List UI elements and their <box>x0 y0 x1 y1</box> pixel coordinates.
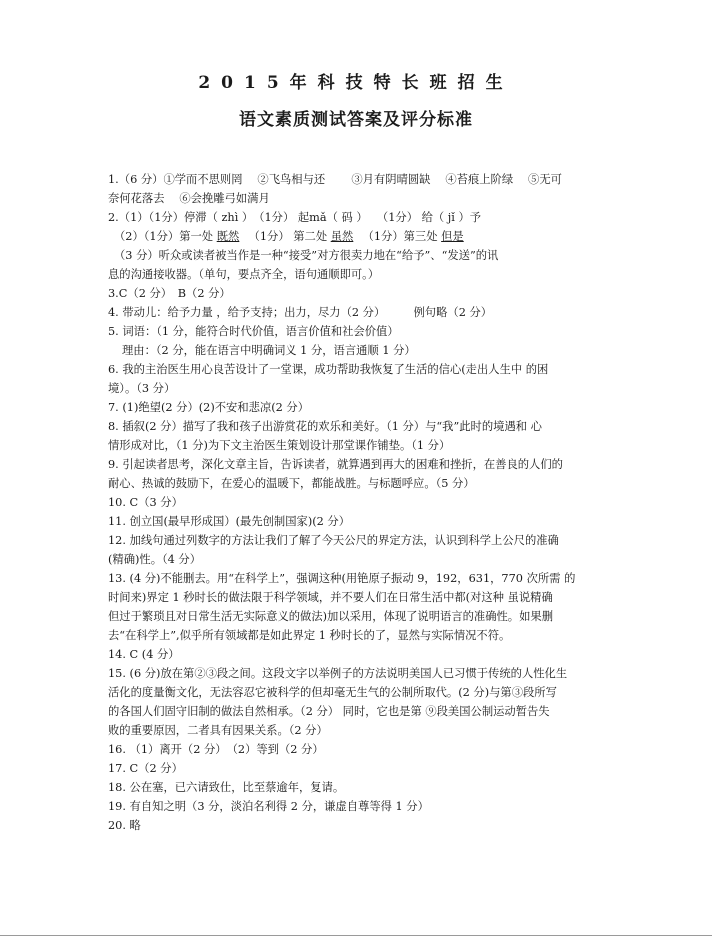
answer-line: 时间来)界定 1 秒时长的做法限于科学领域，并不要人们在日常生活中都(对这种 虽说精确 <box>108 591 553 604</box>
answer-line: 5. 词语：（1 分，能符合时代价值，语言价值和社会价值） <box>108 325 399 338</box>
answer-line: 15. (6 分)放在第②③段之间。这段文字以举例子的方法说明美国人已习惯于传统的人性化生 <box>108 667 568 680</box>
answer-text: （1分）第三处 <box>353 230 442 243</box>
answer-line: 9. 引起读者思考，深化文章主旨，告诉读者，就算遇到再大的困难和挫折，在善良的人们的 <box>108 458 563 471</box>
answer-blank-second: 虽然 <box>330 230 354 243</box>
answer-line: 20. 略 <box>108 819 141 832</box>
answer-line: 16. （1）离开（2 分） （2）等到（2 分） <box>108 743 324 756</box>
answer-line: 情形成对比，（1 分)为下文主治医生策划设计那堂课作铺垫。（1 分） <box>108 439 451 452</box>
answer-text: （2）（1分）第一处 <box>114 230 217 243</box>
answer-line: 境）。（3 分） <box>108 382 176 395</box>
answer-line: 6. 我的主治医生用心良苦设计了一堂课，成功帮助我恢复了生活的信心(走出人生中 的困 <box>108 363 549 376</box>
answer-line: 18. 公在塞，已六请致仕，比至蔡逾年，复请。 <box>108 781 345 794</box>
answer-line-2-2 <box>108 227 608 246</box>
answer-line: 4. 带动儿：给予力量 ，给予支持；出力，尽力（2 分） 例句略（2 分） <box>108 306 493 319</box>
answer-line: 8. 插叙(2 分）描写了我和孩子出游赏花的欢乐和美好。（1 分）与“我”此时的境遇和 心 <box>108 420 542 433</box>
answer-line: 17. C（2 分） <box>108 762 183 775</box>
answer-line: 19. 有自知之明（3 分，淡泊名利得 2 分，谦虚自尊等得 1 分） <box>108 800 429 813</box>
answer-line: 去“在科学上”,似乎所有领域都是如此界定 1 秒时长的了，显然与实际情况不符。 <box>108 629 511 642</box>
answer-line: 息的沟通接收器。（单句，要点齐全，语句通顺即可。） <box>108 268 380 281</box>
answer-line: 理由：（2 分，能在语言中明确词义 1 分，语言通顺 1 分） <box>122 344 416 357</box>
answer-line: 2.（1）（1分）停滞（ zhì ） （1分） 起mǎ（ 码 ） （1分） 给（ jǐ ）予 <box>108 211 482 224</box>
answer-blank-third: 但是 <box>441 230 464 243</box>
answer-blank-first: 既然 <box>216 230 240 243</box>
page-bottom-divider <box>0 935 712 936</box>
answer-line: 1.（6 分）①学而不思则罔 ②飞鸟相与还 ③月有阴晴圆缺 ④苔痕上阶绿 ⑤无可 <box>108 173 562 186</box>
answer-line: 10. C（3 分） <box>108 496 183 509</box>
answer-line: 14. C (4 分） <box>108 648 180 661</box>
answer-line: 7. (1)绝望(2 分）(2)不安和悲凉(2 分） <box>108 401 310 414</box>
page-title: 2015年科技特长班招生 <box>198 73 514 93</box>
page-subtitle: 语文素质测试答案及评分标准 <box>239 110 473 130</box>
answer-line: （3 分）听众或读者被当作是一种“接受”对方很卖力地在“给予”、“发送”的讯 <box>114 249 499 262</box>
answer-line: 的各国人们固守旧制的做法自然相承。（2 分） 同时，它也是第 ⑨段美国公制运动暂告失 <box>108 705 550 718</box>
answer-line: 奈何花落去 ⑥会挽雕弓如满月 <box>108 192 270 205</box>
answer-line: 3.C（2 分） B（2 分） <box>108 287 231 300</box>
answer-line: 耐心、热诚的鼓励下，在爱心的温暖下，都能战胜。与标题呼应。（5 分） <box>108 477 475 490</box>
answer-line: 13. (4 分)不能删去。用“在科学上”，强调这种(用铯原子振动 9，192，631，770 次所需 的 <box>108 572 576 585</box>
answer-line: 但过于繁琐且对日常生活无实际意义的做法)加以采用，体现了说明语言的准确性。如果删 <box>108 610 553 623</box>
answer-text: （1分） 第二处 <box>239 230 331 243</box>
answer-line: 活化的度量衡文化，无法容忍它被科学的但却毫无生气的公制所取代。(2 分)与第③段所写 <box>108 686 557 699</box>
answer-line: 11. 创立国(最早形成国）(最先创制国家)(2 分） <box>108 515 351 528</box>
answer-body <box>108 170 608 835</box>
answer-line: (精确)性。（4 分） <box>108 553 202 566</box>
answer-line: 败的重要原因，二者具有因果关系。（2 分） <box>108 724 328 737</box>
answer-line: 12. 加线句通过列数字的方法让我们了解了今天公尺的界定方法，认识到科学上公尺的准确 <box>108 534 559 547</box>
